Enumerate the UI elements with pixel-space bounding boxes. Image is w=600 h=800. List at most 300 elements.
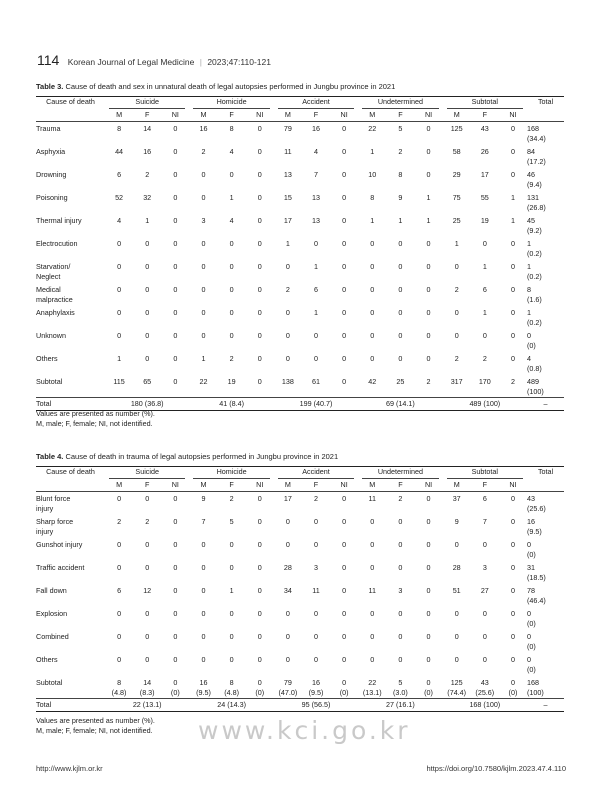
- count-cell: 1: [201, 353, 206, 363]
- count-cell: 0: [173, 215, 178, 225]
- count-cell: 0: [257, 169, 262, 179]
- table-row: [36, 283, 564, 306]
- count-cell: 0: [117, 654, 122, 664]
- count-cell: 0: [454, 261, 459, 271]
- count-cell: 0: [482, 654, 487, 664]
- count-cell: 28: [452, 562, 461, 572]
- count-cell: 52: [115, 192, 124, 202]
- count-cell: 16: [199, 124, 208, 133]
- table-3-note-abbreviations: M, male; F, female; NI, not identified.: [36, 419, 153, 428]
- cause-label: Blunt force injury: [36, 494, 71, 513]
- table-row: [36, 607, 564, 630]
- watermark: www.kci.go.kr: [198, 716, 411, 745]
- count-cell: 0: [510, 654, 515, 664]
- total-cell: 1 (0.2): [527, 307, 542, 327]
- count-cell: 2: [117, 516, 122, 526]
- total-cell: 131 (26.8): [527, 192, 546, 212]
- count-cell: 11: [368, 494, 377, 503]
- table-4-title: Cause of death in trauma of legal autopsies performed in Jungbu province in 2021: [65, 452, 339, 461]
- count-cell: 6: [117, 169, 122, 179]
- count-cell: 0: [229, 562, 234, 572]
- count-cell: 0: [173, 192, 178, 202]
- count-cell: 43: [480, 124, 489, 133]
- group-header: Suicide: [105, 97, 189, 111]
- table-3-title: Cause of death and sex in unnatural death of legal autopsies performed in Jungbu province in 2021: [65, 82, 396, 91]
- count-cell: 0: [510, 261, 515, 271]
- group-total: 27 (16.1): [358, 699, 442, 712]
- count-cell: 0: [257, 376, 262, 386]
- group-header: Accident: [274, 467, 358, 481]
- count-cell: 75: [452, 192, 461, 202]
- count-cell: 44: [115, 146, 124, 156]
- total-header: Total: [527, 97, 564, 122]
- sex-subheader: F: [302, 110, 330, 122]
- count-cell: 0: [510, 124, 515, 133]
- group-total: 22 (13.1): [105, 699, 189, 712]
- count-cell: 14 (8.3): [139, 677, 155, 697]
- count-cell: 0: [173, 376, 178, 386]
- table-row: [36, 168, 564, 191]
- count-cell: 0 (0): [508, 677, 518, 697]
- table-3: [36, 96, 564, 411]
- table-row: [36, 122, 564, 145]
- count-cell: 0: [370, 307, 375, 317]
- count-cell: 9: [398, 192, 403, 202]
- group-header: Subtotal: [443, 97, 527, 111]
- count-cell: 0: [398, 654, 403, 664]
- count-cell: 0: [314, 654, 318, 664]
- count-cell: 0: [229, 631, 234, 641]
- count-cell: 0 (0): [170, 677, 180, 697]
- group-header: Suicide: [105, 467, 189, 481]
- count-cell: 0: [257, 585, 262, 595]
- cause-label: Unknown: [36, 330, 66, 340]
- count-cell: 2: [314, 494, 318, 503]
- cause-label: Thermal injury: [36, 215, 82, 225]
- cause-label: Poisoning: [36, 192, 68, 202]
- count-cell: 0: [257, 261, 262, 271]
- count-cell: 28: [283, 562, 292, 572]
- sex-subheader: M: [105, 110, 133, 122]
- count-cell: 0: [426, 353, 431, 363]
- count-cell: 42: [368, 376, 377, 386]
- count-cell: 0: [145, 654, 150, 664]
- count-cell: 1: [510, 215, 515, 225]
- count-cell: 1: [454, 238, 459, 248]
- count-cell: 6: [117, 585, 122, 595]
- count-cell: 14: [143, 124, 152, 133]
- count-cell: 8: [117, 124, 122, 133]
- count-cell: 0: [229, 307, 234, 317]
- table-4-label: Table 4.: [36, 452, 64, 461]
- count-cell: 3: [482, 562, 487, 572]
- count-cell: 0: [454, 631, 459, 641]
- group-total: 69 (14.1): [358, 398, 442, 411]
- count-cell: 0: [173, 307, 178, 317]
- count-cell: 0: [426, 169, 431, 179]
- footer-doi: https://doi.org/10.7580/kjlm.2023.47.4.110: [426, 764, 566, 773]
- count-cell: 3: [398, 585, 403, 595]
- count-cell: 2: [145, 169, 150, 179]
- count-cell: 0: [285, 261, 290, 271]
- count-cell: 8: [370, 192, 375, 202]
- cause-label: Asphyxia: [36, 146, 66, 156]
- total-cell: 45 (9.2): [527, 215, 542, 235]
- count-cell: 0: [257, 238, 262, 248]
- total-cell: 168 (34.4): [527, 124, 546, 143]
- cause-label: Starvation/ Neglect: [36, 261, 71, 281]
- total-cell: 1 (0.2): [527, 261, 542, 281]
- count-cell: 0: [342, 585, 347, 595]
- count-cell: 0: [285, 516, 290, 526]
- count-cell: 0: [201, 192, 206, 202]
- count-cell: 0: [426, 146, 431, 156]
- count-cell: 0: [510, 146, 515, 156]
- group-header: Accident: [274, 97, 358, 111]
- sex-subheader: F: [302, 480, 330, 492]
- count-cell: 0: [314, 608, 318, 618]
- count-cell: 13: [312, 215, 320, 225]
- count-cell: 0: [314, 353, 318, 363]
- table-row: [36, 676, 564, 699]
- count-cell: 0: [285, 608, 290, 618]
- cause-label: Drowning: [36, 169, 67, 179]
- sex-subheader: NI: [330, 480, 358, 492]
- count-cell: 0: [510, 494, 515, 503]
- count-cell: 317: [450, 376, 463, 386]
- count-cell: 0: [257, 494, 262, 503]
- count-cell: 0: [173, 516, 178, 526]
- count-cell: 115: [113, 376, 125, 386]
- count-cell: 0: [173, 353, 178, 363]
- sex-subheader: M: [443, 110, 471, 122]
- group-total: 41 (8.4): [189, 398, 273, 411]
- count-cell: 3: [201, 215, 206, 225]
- count-cell: 1: [398, 215, 403, 225]
- count-cell: 16: [312, 124, 320, 133]
- sex-subheader: F: [218, 480, 246, 492]
- table-row: [36, 492, 564, 515]
- count-cell: 1: [117, 353, 122, 363]
- cause-label: Electrocution: [36, 238, 78, 248]
- count-cell: 0: [145, 307, 150, 317]
- table-row: [36, 237, 564, 260]
- count-cell: 0: [117, 307, 122, 317]
- count-cell: 125: [450, 124, 463, 133]
- count-cell: 29: [452, 169, 461, 179]
- count-cell: 10: [368, 169, 377, 179]
- total-cell: 0 (0): [527, 539, 536, 559]
- count-cell: 0: [173, 608, 178, 618]
- count-cell: 55: [480, 192, 489, 202]
- count-cell: 1: [285, 238, 290, 248]
- count-cell: 0: [145, 562, 150, 572]
- count-cell: 0: [482, 330, 487, 340]
- table-row: [36, 561, 564, 584]
- count-cell: 0: [314, 330, 318, 340]
- count-cell: 0: [398, 631, 403, 641]
- count-cell: 7: [314, 169, 318, 179]
- count-cell: 0: [370, 353, 375, 363]
- count-cell: 0: [173, 494, 178, 503]
- cause-label: Trauma: [36, 124, 61, 133]
- count-cell: 0: [370, 284, 375, 294]
- cause-label: Sharp force injury: [36, 516, 74, 536]
- count-cell: 1: [482, 307, 487, 317]
- count-cell: 0: [426, 330, 431, 340]
- count-cell: 0: [370, 654, 375, 664]
- total-header: Total: [527, 467, 564, 492]
- count-cell: 2: [426, 376, 431, 386]
- count-cell: 6: [482, 494, 487, 503]
- count-cell: 2: [398, 146, 403, 156]
- sex-subheader: M: [189, 110, 217, 122]
- count-cell: 0 (0): [339, 677, 349, 697]
- count-cell: 79 (47.0): [278, 677, 298, 697]
- sex-subheader: F: [386, 480, 414, 492]
- total-cell: 43 (25.6): [527, 494, 546, 513]
- count-cell: 0: [201, 330, 206, 340]
- count-cell: 0: [229, 169, 234, 179]
- count-cell: 0: [145, 284, 150, 294]
- table-4: [36, 466, 564, 712]
- count-cell: 0: [370, 516, 375, 526]
- count-cell: 0: [229, 284, 234, 294]
- count-cell: 0: [257, 284, 262, 294]
- count-cell: 0: [201, 261, 206, 271]
- count-cell: 0: [173, 124, 178, 133]
- sex-subheader: NI: [246, 480, 274, 492]
- cause-label: Fall down: [36, 585, 67, 595]
- count-cell: 0: [342, 539, 347, 549]
- count-cell: 5: [229, 516, 234, 526]
- count-cell: 9: [201, 494, 206, 503]
- total-row-label: Total: [36, 398, 105, 411]
- table-3-notes: [36, 409, 155, 429]
- sex-subheader: M: [274, 110, 302, 122]
- count-cell: 0: [173, 284, 178, 294]
- count-cell: 0: [257, 215, 262, 225]
- count-cell: 0: [145, 353, 150, 363]
- table-row: [36, 352, 564, 375]
- count-cell: 0: [342, 376, 347, 386]
- count-cell: 9: [454, 516, 459, 526]
- count-cell: 0: [454, 330, 459, 340]
- count-cell: 0: [482, 539, 487, 549]
- count-cell: 22 (13.1): [362, 677, 382, 697]
- sex-subheader: NI: [414, 480, 442, 492]
- count-cell: 34: [283, 585, 292, 595]
- count-cell: 4: [229, 215, 234, 225]
- count-cell: 0: [426, 585, 431, 595]
- sex-subheader: M: [358, 110, 386, 122]
- count-cell: 0: [117, 631, 122, 641]
- group-header: Undetermined: [358, 97, 442, 111]
- total-cell: 489 (100): [527, 376, 544, 396]
- table-row: [36, 538, 564, 561]
- count-cell: 5: [398, 124, 403, 133]
- count-cell: 0: [173, 169, 178, 179]
- total-cell: 0 (0): [527, 631, 536, 651]
- count-cell: 0: [398, 608, 403, 618]
- count-cell: 0: [257, 631, 262, 641]
- count-cell: 17: [283, 215, 292, 225]
- cause-of-death-header: Cause of death: [36, 467, 105, 492]
- count-cell: 17: [480, 169, 489, 179]
- count-cell: 0: [285, 307, 290, 317]
- count-cell: 13: [283, 169, 292, 179]
- count-cell: 22: [199, 376, 208, 386]
- count-cell: 0: [510, 284, 515, 294]
- sex-subheader: NI: [161, 110, 189, 122]
- count-cell: 0: [257, 192, 262, 202]
- count-cell: 1: [482, 261, 487, 271]
- count-cell: 0: [314, 516, 318, 526]
- count-cell: 0: [426, 631, 431, 641]
- count-cell: 0: [145, 631, 150, 641]
- total-row-label: Total: [36, 699, 105, 712]
- count-cell: 0: [510, 631, 515, 641]
- count-cell: 0: [285, 654, 290, 664]
- count-cell: 0: [454, 307, 459, 317]
- total-cell: 16 (9.5): [527, 516, 542, 536]
- count-cell: 58: [452, 146, 461, 156]
- sex-subheader: M: [105, 480, 133, 492]
- cause-label: Medical malpractice: [36, 284, 73, 304]
- count-cell: 0: [173, 562, 178, 572]
- count-cell: 4: [314, 146, 318, 156]
- count-cell: 0: [257, 562, 262, 572]
- count-cell: 0: [201, 307, 206, 317]
- journal-name: Korean Journal of Legal Medicine: [67, 57, 195, 67]
- total-cell: 0 (0): [527, 608, 536, 628]
- count-cell: 0: [510, 562, 515, 572]
- count-cell: 0: [173, 238, 178, 248]
- count-cell: 0: [173, 330, 178, 340]
- group-total: 168 (100): [443, 699, 527, 712]
- count-cell: 0: [117, 238, 122, 248]
- count-cell: 0: [454, 608, 459, 618]
- count-cell: 0: [510, 353, 515, 363]
- count-cell: 0: [173, 261, 178, 271]
- count-cell: 0: [342, 284, 347, 294]
- count-cell: 2: [398, 494, 403, 503]
- count-cell: 0: [173, 539, 178, 549]
- count-cell: 2: [229, 353, 234, 363]
- sex-subheader: F: [133, 480, 161, 492]
- count-cell: 1: [426, 192, 431, 202]
- table-3-label: Table 3.: [36, 82, 64, 91]
- sex-subheader: NI: [330, 110, 358, 122]
- count-cell: 4: [229, 146, 234, 156]
- count-cell: 0: [510, 238, 515, 248]
- count-cell: 26: [480, 146, 489, 156]
- count-cell: 61: [312, 376, 320, 386]
- count-cell: 0: [398, 353, 403, 363]
- journal-citation: 2023;47:110-121: [207, 57, 271, 67]
- count-cell: 0: [229, 539, 234, 549]
- table-row: [36, 260, 564, 283]
- count-cell: 0: [117, 330, 122, 340]
- count-cell: 0: [426, 238, 431, 248]
- count-cell: 16: [143, 146, 152, 156]
- count-cell: 2: [510, 376, 515, 386]
- count-cell: 0: [285, 353, 290, 363]
- footer-journal-url: http://www.kjlm.or.kr: [36, 764, 103, 773]
- count-cell: 0: [370, 562, 375, 572]
- count-cell: 0: [342, 631, 347, 641]
- count-cell: 3: [314, 562, 318, 572]
- count-cell: 8: [398, 169, 403, 179]
- count-cell: 0: [398, 516, 403, 526]
- count-cell: 0: [257, 146, 262, 156]
- count-cell: 0: [117, 261, 122, 271]
- count-cell: 0: [454, 654, 459, 664]
- count-cell: 0: [201, 654, 206, 664]
- count-cell: 2: [145, 516, 150, 526]
- group-total: 199 (40.7): [274, 398, 358, 411]
- table-4-caption: [36, 452, 338, 461]
- sex-subheader: NI: [499, 110, 527, 122]
- count-cell: 0: [342, 353, 347, 363]
- count-cell: 0 (0): [424, 677, 433, 697]
- total-cell: 0 (0): [527, 330, 536, 350]
- count-cell: 0: [426, 307, 431, 317]
- cause-label: Subtotal: [36, 677, 63, 687]
- page-number: 114: [37, 52, 60, 68]
- count-cell: 0: [370, 330, 375, 340]
- count-cell: 37: [452, 494, 461, 503]
- count-cell: 0: [370, 238, 375, 248]
- total-cell: 4 (0.8): [527, 353, 542, 373]
- count-cell: 0: [173, 585, 178, 595]
- count-cell: 0: [398, 284, 403, 294]
- count-cell: 0: [398, 261, 403, 271]
- count-cell: 2: [454, 353, 459, 363]
- count-cell: 16 (9.5): [308, 677, 324, 697]
- count-cell: 0: [454, 539, 459, 549]
- cause-label: Gunshot injury: [36, 539, 83, 549]
- count-cell: 0: [257, 654, 262, 664]
- count-cell: 0: [342, 238, 347, 248]
- count-cell: 0: [370, 539, 375, 549]
- table-row: [36, 375, 564, 398]
- count-cell: 0: [257, 608, 262, 618]
- sex-subheader: NI: [161, 480, 189, 492]
- table-row: [36, 191, 564, 214]
- count-cell: 12: [143, 585, 152, 595]
- count-cell: 0: [426, 261, 431, 271]
- count-cell: 0: [426, 562, 431, 572]
- count-cell: 0: [117, 562, 122, 572]
- count-cell: 6: [482, 284, 487, 294]
- count-cell: 17: [283, 494, 292, 503]
- count-cell: 0: [342, 494, 347, 503]
- count-cell: 0: [117, 494, 122, 503]
- count-cell: 0: [342, 146, 347, 156]
- count-cell: 2: [454, 284, 459, 294]
- count-cell: 0: [342, 307, 347, 317]
- count-cell: 0: [426, 608, 431, 618]
- header-separator: |: [199, 57, 202, 67]
- count-cell: 0: [510, 169, 515, 179]
- sex-subheader: NI: [414, 110, 442, 122]
- count-cell: 0: [426, 124, 431, 133]
- cause-of-death-header: Cause of death: [36, 97, 105, 122]
- count-cell: 7: [482, 516, 487, 526]
- count-cell: 0: [398, 539, 403, 549]
- count-cell: 0: [426, 494, 431, 503]
